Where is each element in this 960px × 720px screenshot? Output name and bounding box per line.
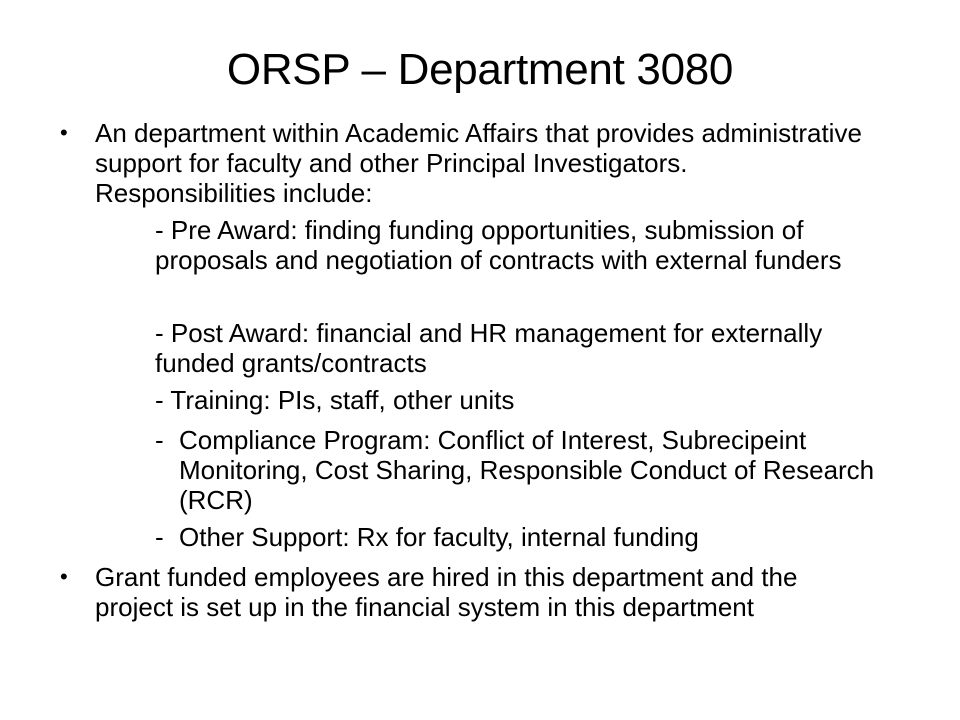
sub-item-dash: - [155, 522, 164, 552]
bullet-item [60, 118, 865, 208]
sub-item-other-support [155, 522, 875, 552]
sub-item-other-support-text: Other Support: Rx for faculty, internal funding [179, 522, 699, 552]
sub-item-compliance [155, 425, 875, 515]
sub-item-post-award: - Post Award: financial and HR management for externally funded grants/contracts [155, 318, 823, 378]
sub-item-compliance-text: Compliance Program: Conflict of Interest, Subrecipeint Monitoring, Cost Sharing, Responsible Conduct of Research (RCR) [179, 425, 875, 515]
slide-title: ORSP – Department 3080 [226, 45, 734, 94]
bullet-dot: • [60, 564, 68, 589]
bullet-dot: • [60, 120, 68, 145]
sub-item-dash: - [155, 425, 164, 455]
sub-item-pre-award: - Pre Award: finding funding opportunities, submission of proposals and negotiation of contracts with external funders [155, 215, 842, 275]
sub-item-training: - Training: PIs, staff, other units [155, 385, 515, 415]
bullet-text: An department within Academic Affairs that provides administrative support for faculty and other Principal Investigators. Responsibilities include: [95, 118, 862, 208]
bullet-item [60, 562, 865, 622]
bullet-text: Grant funded employees are hired in this department and the project is set up in the financial system in this department [95, 562, 798, 622]
